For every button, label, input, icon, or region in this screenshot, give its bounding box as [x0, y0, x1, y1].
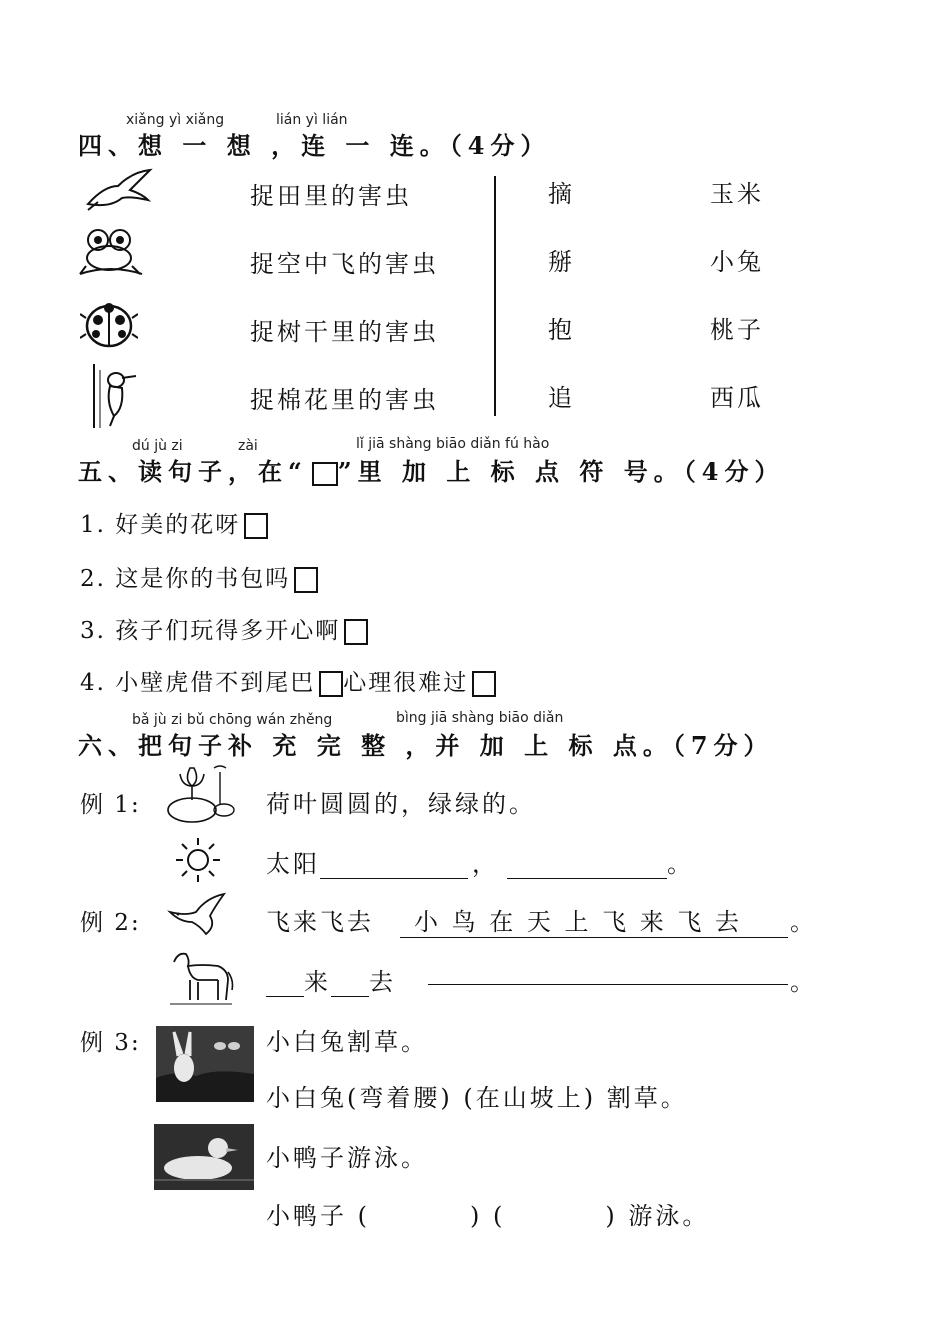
example-3-label: 例 3: — [80, 1030, 141, 1056]
answer-box[interactable] — [344, 619, 368, 645]
answer-box[interactable] — [319, 671, 343, 697]
section-6-title: 六、把句子补 充 完 整 ，并 加 上 标 点。（7分） — [78, 731, 774, 760]
match-left-item: 捉树干里的害虫 — [250, 318, 439, 346]
rabbit-photo — [156, 1026, 254, 1102]
example-2-fill-line: 来 去 — [266, 962, 396, 997]
answer-box[interactable] — [244, 513, 268, 539]
match-verb: 抱 — [548, 316, 575, 344]
swallow-icon — [84, 164, 154, 214]
example-3-sentence-3: 小鸭子游泳。 — [266, 1144, 428, 1172]
section-5-title: 五、读句子，在“ ”里 加 上 标 点 符 号。（4分） — [78, 457, 785, 486]
pinyin-line: bǎ jù zi bǔ chōng wán zhěng — [132, 712, 333, 728]
example-1-label: 例 1: — [80, 792, 141, 818]
match-noun: 玉米 — [710, 180, 764, 208]
column-divider — [494, 176, 496, 416]
match-left-item: 捉棉花里的害虫 — [250, 386, 439, 414]
punctuation-sentence: 2. 这是你的书包吗 — [80, 560, 318, 593]
example-3-sentence-2: 小白兔(弯着腰) (在山坡上) 割草。 — [266, 1084, 688, 1112]
answer-box[interactable] — [472, 671, 496, 697]
woodpecker-icon — [86, 364, 140, 428]
pinyin-line: lián yì lián — [276, 112, 348, 128]
blank-line[interactable] — [507, 854, 667, 879]
example-3-sentence-1: 小白兔割草。 — [266, 1028, 428, 1056]
section-4-title: 四、想 一 想 ，连 一 连。（4分） — [78, 131, 551, 160]
example-3-fill-sentence: 小鸭子 ( ) ( ) 游泳。 — [266, 1202, 710, 1230]
pinyin-line: dú jù zi — [132, 438, 183, 454]
blank-line[interactable] — [320, 854, 468, 879]
answer-box[interactable] — [294, 567, 318, 593]
example-1-sentence: 荷叶圆圆的，绿绿的。 — [266, 790, 536, 818]
example-2-answer: 小 鸟 在 天 上 飞 来 飞 去 — [400, 902, 788, 938]
match-left-item: 捉空中飞的害虫 — [250, 250, 439, 278]
example-2-label: 例 2: — [80, 910, 141, 936]
bird-icon — [166, 890, 228, 940]
pinyin-line: zài — [238, 438, 258, 454]
match-noun: 小兔 — [710, 248, 764, 276]
lotus-icon — [164, 764, 236, 826]
punctuation-sentence: 3. 孩子们玩得多开心啊 — [80, 612, 368, 645]
period: 。 — [790, 968, 817, 996]
match-verb: 追 — [548, 384, 575, 412]
pinyin-line: bìng jiā shàng biāo diǎn — [396, 710, 564, 726]
pinyin-line: lǐ jiā shàng biāo diǎn fú hào — [356, 436, 550, 452]
match-noun: 西瓜 — [710, 384, 764, 412]
blank-line[interactable] — [428, 960, 788, 985]
sun-icon — [172, 836, 224, 884]
title-box — [312, 462, 338, 486]
punctuation-sentence: 1. 好美的花呀 — [80, 506, 268, 539]
duck-photo — [154, 1124, 254, 1190]
match-verb: 掰 — [548, 248, 575, 276]
punctuation-sentence: 4. 小壁虎借不到尾巴 心理很难过 — [80, 664, 496, 697]
blank-line[interactable] — [331, 972, 369, 997]
example-1-fill-line: 太阳 ， 。 — [266, 850, 694, 878]
frog-icon — [76, 226, 146, 282]
match-noun: 桃子 — [710, 316, 764, 344]
pinyin-line: xiǎng yì xiǎng — [126, 112, 225, 128]
match-verb: 摘 — [548, 180, 575, 208]
period: 。 — [790, 908, 817, 936]
blank-line[interactable] — [266, 972, 304, 997]
example-2-sentence: 飞来飞去 — [266, 908, 374, 936]
match-left-item: 捉田里的害虫 — [250, 182, 412, 210]
ladybug-icon — [80, 300, 138, 350]
horse-icon — [168, 946, 234, 1008]
